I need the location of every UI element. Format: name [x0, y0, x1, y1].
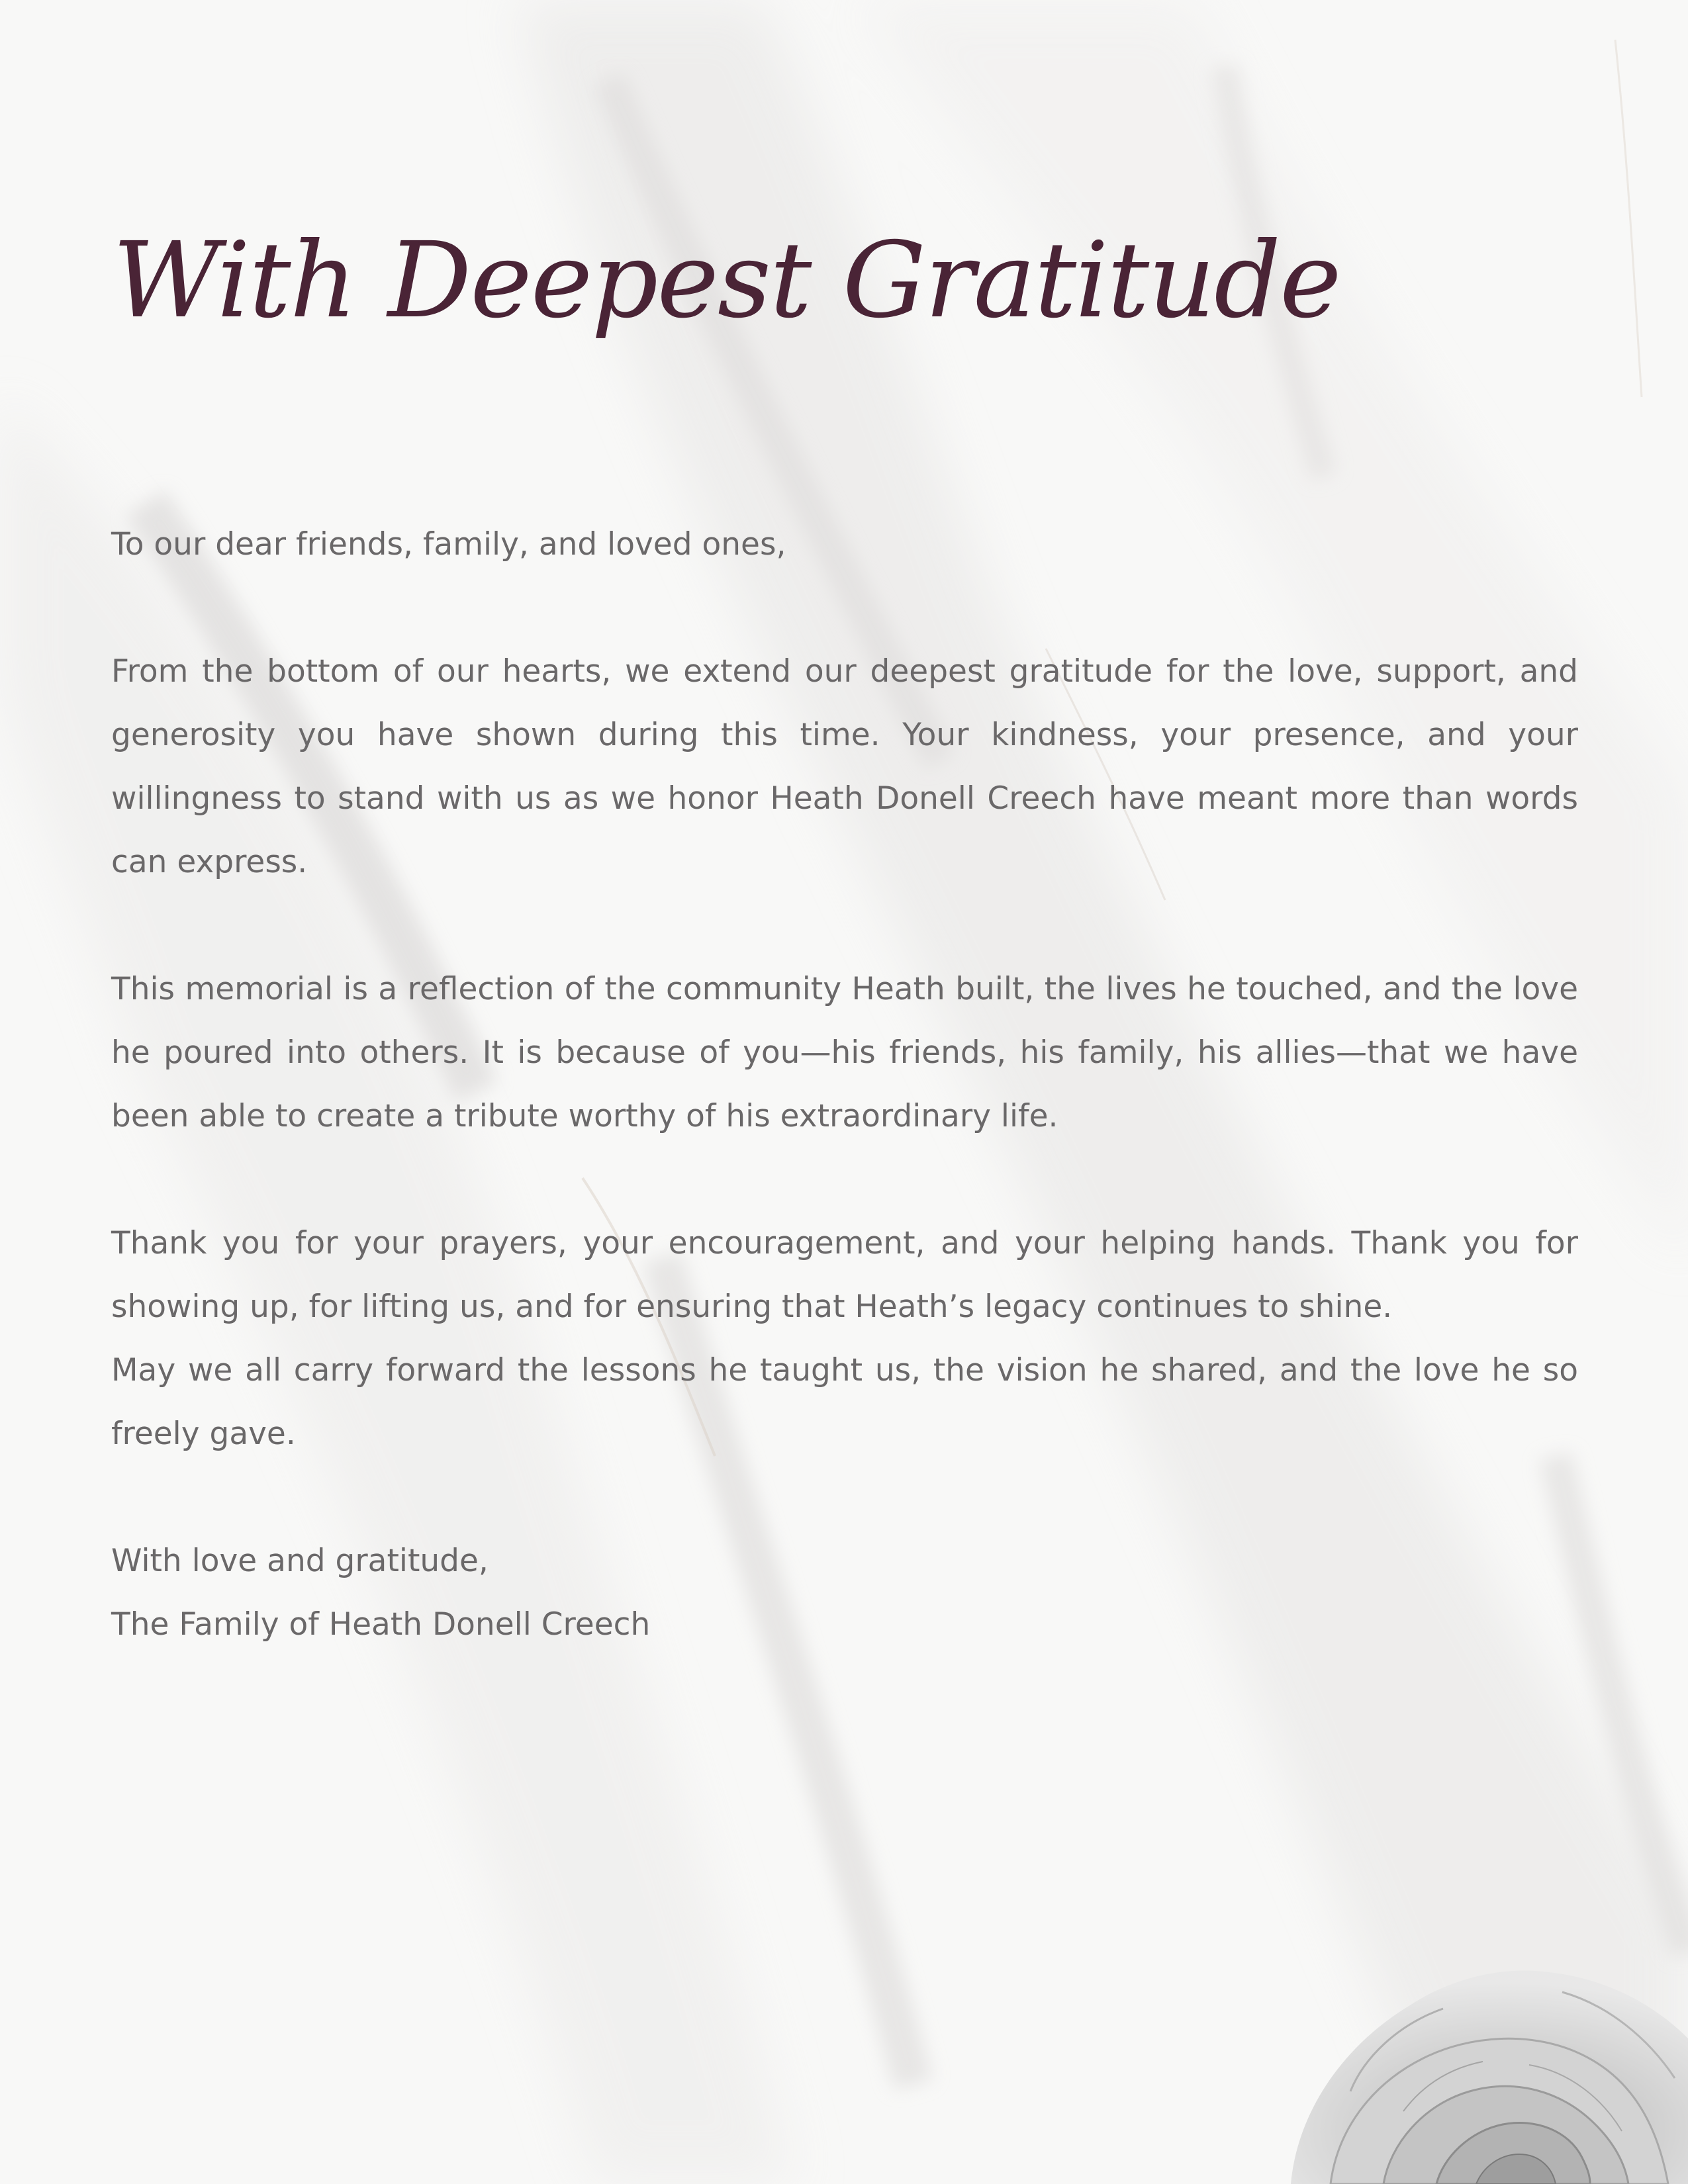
- page-title: With Deepest Gratitude: [113, 220, 1340, 341]
- letter-signature: The Family of Heath Donell Creech: [111, 1606, 651, 1643]
- letter-closing: With love and gratitude,: [111, 1543, 489, 1579]
- rose-image: [1251, 1893, 1688, 2184]
- letter-paragraph-2: This memorial is a reflection of the community Heath built, the lives he touched, and the love he poured into others. It is because of you—his friends, his family, his allies—that we have been able to create a tribute worthy of his extraordinary life.: [111, 971, 1578, 1134]
- letter-paragraph-3: Thank you for your prayers, your encouragement, and your helping hands. Thank you for showing up, for lifting us, and for ensuring that Heath’s legacy continues to shine.: [111, 1225, 1578, 1325]
- letter-greeting: To our dear friends, family, and loved ones,: [111, 526, 786, 563]
- letter-paragraph-4: May we all carry forward the lessons he taught us, the vision he shared, and the love he so freely gave.: [111, 1352, 1578, 1452]
- letter-paragraph-1: From the bottom of our hearts, we extend our deepest gratitude for the love, support, and generosity you have shown during this time. Your kindness, your presence, and your willingness to stand with us as we honor Heath Donell Creech have meant more than words can express.: [111, 653, 1578, 880]
- letter-body: [111, 513, 1578, 1657]
